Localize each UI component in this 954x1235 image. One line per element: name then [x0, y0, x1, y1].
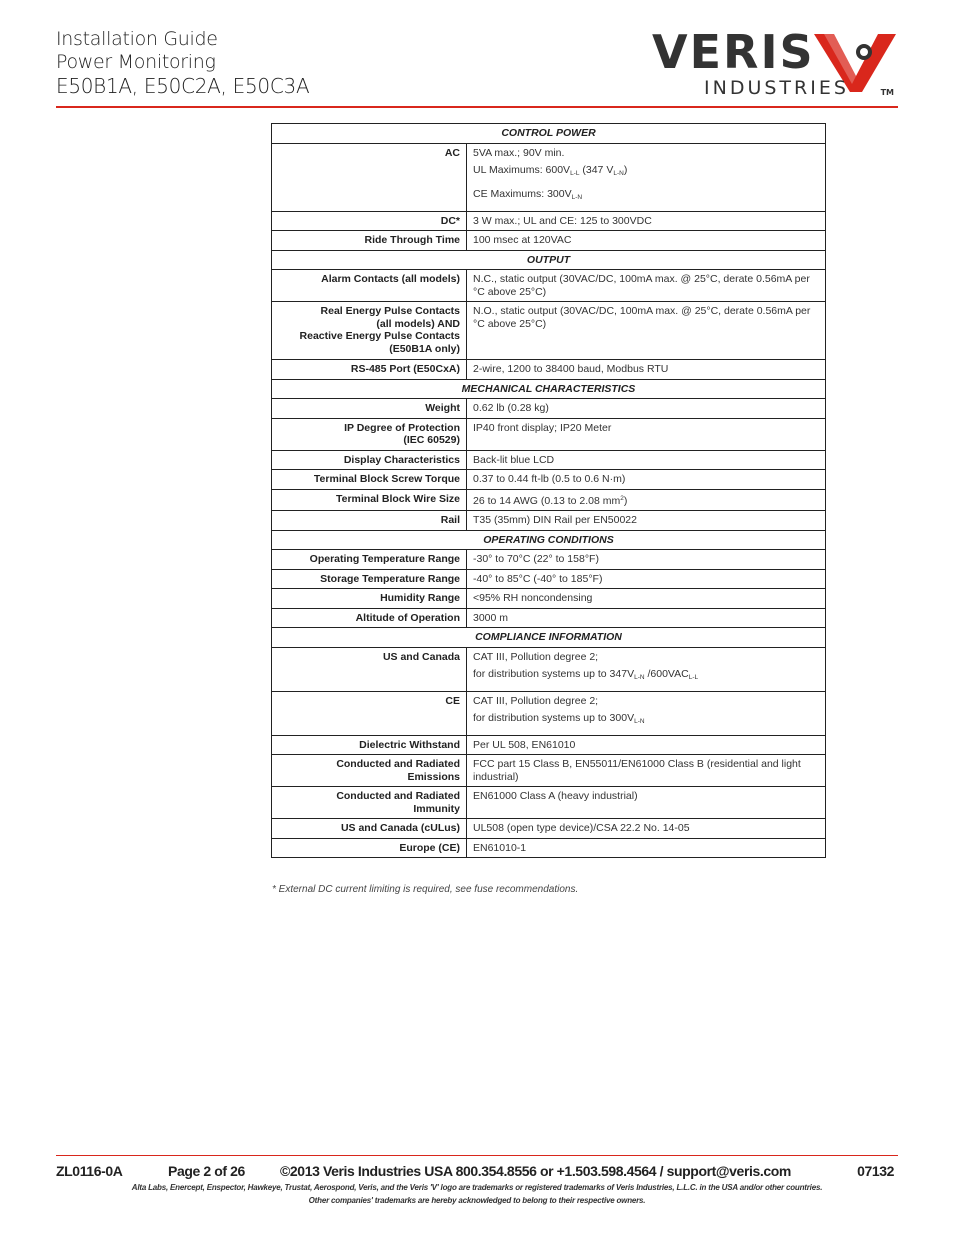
row-label-ip: IP Degree of Protection (IEC 60529): [272, 418, 467, 450]
row-label: AC: [272, 143, 467, 211]
row-value-wire: 26 to 14 AWG (0.13 to 2.08 $mm^2$): [467, 489, 826, 511]
table-row: [272, 569, 826, 589]
doc-id: ZL0116-0A: [56, 1163, 123, 1179]
row-value: 2-wire, 1200 to 38400 baud, Modbus RTU: [467, 360, 826, 380]
row-label: CE: [272, 691, 467, 735]
table-row: [272, 450, 826, 470]
row-value: FCC part 15 Class B, EN55011/EN61000 Class B (residential and light industrial): [467, 755, 826, 787]
section-row: [272, 379, 826, 399]
table-row: [272, 787, 826, 819]
row-label: Alarm Contacts (all models): [272, 270, 467, 302]
row-value: EN61000 Class A (heavy industrial): [467, 787, 826, 819]
table-row: [272, 143, 826, 211]
table-row: [272, 550, 826, 570]
row-label: Dielectric Withstand: [272, 735, 467, 755]
row-label: DC*: [272, 211, 467, 231]
logo-brand: VERIS: [652, 25, 815, 79]
table-row: [272, 418, 826, 450]
table-row: [272, 211, 826, 231]
usca-line-1: CAT III, Pollution degree 2;: [473, 650, 599, 663]
row-label-immunity: Conducted and Radiated Immunity: [272, 787, 467, 819]
row-label: Display Characteristics: [272, 450, 467, 470]
table-row: [272, 511, 826, 531]
row-label: Storage Temperature Range: [272, 569, 467, 589]
row-value-ac: [467, 143, 826, 211]
table-row: [272, 838, 826, 858]
footnote: * External DC current limiting is required, see fuse recommendations.: [272, 884, 579, 895]
title-line-3: E50B1A, E50C2A, E50C3A: [56, 74, 310, 98]
table-row: [272, 819, 826, 839]
section-operating: OPERATING CONDITIONS: [272, 530, 826, 550]
row-value: EN61010-1: [467, 838, 826, 858]
ce-line-1: CAT III, Pollution degree 2;: [473, 694, 599, 707]
table-row: [272, 489, 826, 511]
row-label: Humidity Range: [272, 589, 467, 609]
row-value-ce: [467, 691, 826, 735]
section-row: [272, 530, 826, 550]
row-label: Europe (CE): [272, 838, 467, 858]
row-label: RS-485 Port (E50CxA): [272, 360, 467, 380]
row-label: Ride Through Time: [272, 231, 467, 251]
row-value: <95% RH noncondensing: [467, 589, 826, 609]
table-row: [272, 608, 826, 628]
section-row: [272, 250, 826, 270]
row-value: -40° to 85°C (-40° to 185°F): [467, 569, 826, 589]
row-label-emissions: Conducted and Radiated Emissions: [272, 755, 467, 787]
row-label: Operating Temperature Range: [272, 550, 467, 570]
table-row: [272, 302, 826, 360]
table-row: [272, 399, 826, 419]
footer-main: [56, 1163, 898, 1183]
ac-line-2: UL Maximums: $600V_{L-L}$ (347 $V_{L-N}$): [473, 163, 628, 177]
row-label: Rail: [272, 511, 467, 531]
table-row: [272, 691, 826, 735]
contact-info: ©2013 Veris Industries USA 800.354.8556 or +1.503.598.4564 / support@veris.com: [280, 1163, 791, 1179]
row-value: 0.37 to 0.44 ft-lb (0.5 to 0.6 N·m): [467, 470, 826, 490]
section-control-power: CONTROL POWER: [272, 124, 826, 144]
trademark-line-2: Other companies' trademarks are hereby acknowledged to belong to their respective owners.: [308, 1196, 646, 1205]
table-row: [272, 735, 826, 755]
footer-rule: [56, 1155, 898, 1156]
row-value-usca: [467, 647, 826, 691]
row-label: Altitude of Operation: [272, 608, 467, 628]
table-row: [272, 360, 826, 380]
veris-logo: [652, 24, 898, 102]
title-line-1: Installation Guide: [56, 28, 218, 50]
page-number: Page 2 of 26: [168, 1163, 245, 1179]
row-value: 0.62 lb (0.28 kg): [467, 399, 826, 419]
logo-tm: TM: [880, 88, 894, 97]
section-row: [272, 628, 826, 648]
table-row: [272, 589, 826, 609]
row-label: Terminal Block Wire Size: [272, 489, 467, 511]
row-value: IP40 front display; IP20 Meter: [467, 418, 826, 450]
document-title: [56, 28, 309, 98]
doc-code: 07132: [857, 1163, 894, 1179]
row-label: US and Canada: [272, 647, 467, 691]
row-value: -30° to 70°C (22° to 158°F): [467, 550, 826, 570]
row-value: Back-lit blue LCD: [467, 450, 826, 470]
row-label: Terminal Block Screw Torque: [272, 470, 467, 490]
table-row: [272, 231, 826, 251]
row-label-pulse: Real Energy Pulse Contacts (all models) AND Reactive Energy Pulse Contacts (E50B1A only): [272, 302, 467, 360]
row-value: 3 W max.; UL and CE: 125 to 300VDC: [467, 211, 826, 231]
row-value: N.O., static output (30VAC/DC, 100mA max. @ 25°C, derate 0.56mA per °C above 25°C): [467, 302, 826, 360]
table-row: [272, 647, 826, 691]
row-value: UL508 (open type device)/CSA 22.2 No. 14-05: [467, 819, 826, 839]
logo-industries: INDUSTRIES: [704, 77, 849, 99]
header-rule: [56, 106, 898, 108]
ac-line-1: 5VA max.; 90V min.: [473, 146, 565, 159]
row-label: Weight: [272, 399, 467, 419]
row-value: T35 (35mm) DIN Rail per EN50022: [467, 511, 826, 531]
spec-table: [271, 123, 826, 858]
usca-line-2: for distribution systems up to $347V_{L-N}$ $/600VAC_{L-L}$: [473, 667, 699, 681]
section-output: OUTPUT: [272, 250, 826, 270]
row-value: 100 msec at 120VAC: [467, 231, 826, 251]
row-label: US and Canada (cULus): [272, 819, 467, 839]
section-mechanical: MECHANICAL CHARACTERISTICS: [272, 379, 826, 399]
ce-line-2: for distribution systems up to $300V_{L-N}$: [473, 711, 645, 725]
trademark-line-1: Alta Labs, Enercept, Enspector, Hawkeye, Trustat, Aerospond, Veris, and the Veris 'V' logo are trademarks or registered trademarks of Veris Industries, L.L.C. in the USA and/or other countries.: [131, 1183, 823, 1192]
section-compliance: COMPLIANCE INFORMATION: [272, 628, 826, 648]
table-row: [272, 470, 826, 490]
table-row: [272, 755, 826, 787]
row-value: N.C., static output (30VAC/DC, 100mA max. @ 25°C, derate 0.56mA per °C above 25°C): [467, 270, 826, 302]
section-row: [272, 124, 826, 144]
ac-line-3: CE Maximums: $300V_{L-N}$: [473, 187, 583, 201]
row-value: Per UL 508, EN61010: [467, 735, 826, 755]
row-value: 3000 m: [467, 608, 826, 628]
title-line-2: Power Monitoring: [56, 51, 216, 73]
table-row: [272, 270, 826, 302]
